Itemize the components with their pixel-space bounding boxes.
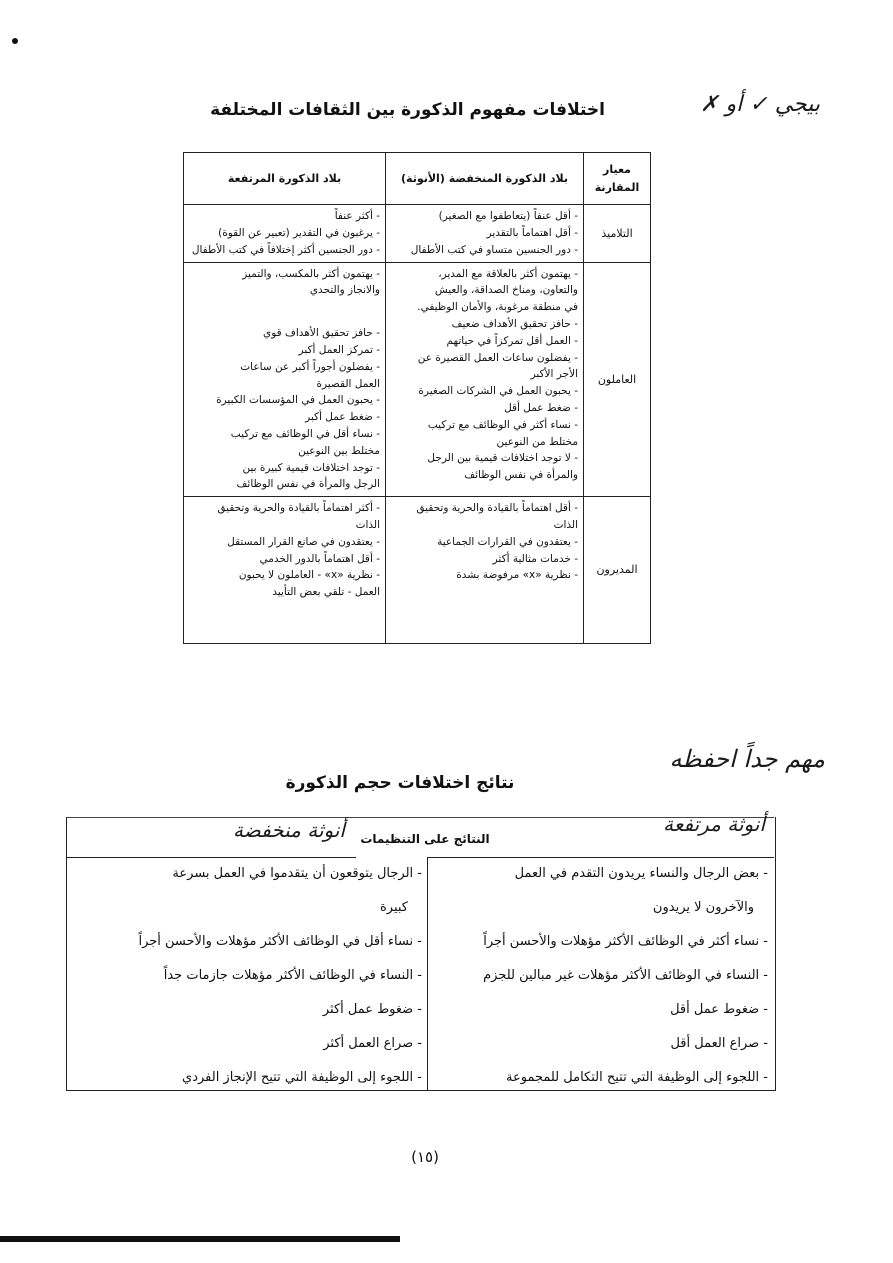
scan-speck <box>12 38 18 44</box>
cell-line: - أقل عنفاً (يتعاطفوا مع الصغير) <box>438 210 578 223</box>
cell-line: - أقل اهتماماً بالقيادة والحرية وتحقيق <box>416 502 578 515</box>
cell-line: - دور الجنسين أكثر إختلافاً في كتب الأطفال <box>191 243 380 256</box>
cell-line: في منطقة مرغوبة، والأمان الوظيفي. <box>417 301 578 314</box>
cell-line: - نظرية «x» - العاملون لا يحبون <box>238 569 380 582</box>
high-cell <box>184 497 386 644</box>
cell-line: - يعتقدون في صانع القرار المستقل <box>227 535 380 548</box>
table-header-row <box>184 153 651 205</box>
list-item: - بعض الرجال والنساء يريدون التقدم في العمل <box>514 866 768 881</box>
results-left-column <box>72 857 422 1095</box>
cell-line: - يفضلون أجوراً أكبر عن ساعات <box>240 360 380 373</box>
list-item: - النساء في الوظائف الأكثر مؤهلات جازمات جداً <box>163 968 422 983</box>
list-item: والآخرون لا يريدون <box>652 900 754 915</box>
cell-line: العمل القصيرة <box>316 377 380 390</box>
cell-line: مختلط بين النوعين <box>298 444 380 457</box>
header-low-masculinity: بلاد الذكورة المنخفضة (الأنوثة) <box>386 153 584 205</box>
list-item: - اللجوء إلى الوظيفة التي تتيح الإنجاز الفردي <box>182 1070 422 1085</box>
cell-line: - يهتمون أكثر بالمكسب، والتميز <box>242 267 380 280</box>
list-item: - نساء أكثر في الوظائف الأكثر مؤهلات والأحسن أجراً <box>483 934 768 949</box>
cell-line: - أقل اهتماماً بالدور الخدمي <box>259 552 380 565</box>
cell-line: - تمركز العمل أكبر <box>298 343 380 356</box>
cell-line: - ضغط عمل أكبر <box>305 411 380 424</box>
low-cell <box>386 497 584 644</box>
cell-line: - أقل اهتماماً بالتقدير <box>486 226 578 239</box>
cell-line: والتعاون، ومناخ الصداقة، والعيش <box>434 284 578 297</box>
cell-line: - خدمات مثالية أكثر <box>492 552 578 565</box>
low-cell <box>386 205 584 262</box>
cell-line: - ضغط عمل أقل <box>504 401 578 414</box>
list-item: - صراع العمل أقل <box>670 1036 768 1051</box>
cell-line: - العمل أقل تمركزاً في حياتهم <box>446 334 578 347</box>
cell-line: - يرغبون في التقدير (تعبير عن القوة) <box>218 226 380 239</box>
cell-line: - توجد اختلافات قيمية كبيرة بين <box>242 461 380 474</box>
section-title: نتائج اختلافات حجم الذكورة <box>285 773 515 793</box>
scan-edge-bar <box>0 1236 400 1242</box>
low-cell <box>386 262 584 497</box>
list-item: - الرجال يتوقعون أن يتقدموا في العمل بسرعة <box>172 866 422 881</box>
header-high-masculinity: بلاد الذكورة المرتفعة <box>184 153 386 205</box>
cell-line: الأجر الأكبر <box>530 368 578 381</box>
cell-line: - يعتقدون في القرارات الجماعية <box>437 535 578 548</box>
cell-line: الذات <box>355 518 380 531</box>
cell-line: العمل - تلقي بعض التأييد <box>272 586 380 599</box>
cell-line: والمرأة في نفس الوظائف <box>464 469 578 482</box>
list-item: - النساء في الوظائف الأكثر مؤهلات غير مبالين للجزم <box>483 968 768 983</box>
cell-line: الذات <box>553 518 578 531</box>
cell-line: - نظرية «x» مرفوضة بشدة <box>456 569 578 582</box>
table-row <box>184 205 651 262</box>
handwritten-high-femininity: أنوثة مرتفعة <box>663 812 765 836</box>
handwritten-low-femininity: أنوثة منخفضة <box>233 818 345 842</box>
high-cell <box>184 205 386 262</box>
results-subtitle: النتائج على التنظيمات <box>360 832 490 846</box>
table-row <box>184 262 651 497</box>
page-number: (١٥) <box>411 1148 439 1166</box>
comparison-table <box>183 152 651 644</box>
list-item: كبيرة <box>379 900 408 915</box>
cell-line: - يفضلون ساعات العمل القصيرة عن <box>417 351 578 364</box>
results-column-divider <box>427 857 428 1090</box>
cell-line: مختلط من النوعين <box>496 435 578 448</box>
cell-line: - يحبون العمل في المؤسسات الكبيرة <box>216 394 380 407</box>
cell-line: الرجل والمرأة في نفس الوظائف <box>236 478 380 491</box>
cell-line: - لا توجد اختلافات قيمية بين الرجل <box>427 452 578 465</box>
criterion-cell: المديرون <box>584 497 651 644</box>
header-criterion: معيار المقارنة <box>584 153 651 205</box>
criterion-cell: العاملون <box>584 262 651 497</box>
handwritten-note-important: مهم جداً احفظه <box>669 745 825 773</box>
cell-line: والانجاز والتحدي <box>309 284 380 297</box>
cell-gap <box>189 299 380 325</box>
table-row <box>184 497 651 644</box>
list-item: - نساء أقل في الوظائف الأكثر مؤهلات والأحسن أجراً <box>138 934 422 949</box>
cell-line: - أكثر اهتماماً بالقيادة والحرية وتحقيق <box>217 502 380 515</box>
handwritten-note-top: بيجي ✓ أو ✗ <box>700 92 820 117</box>
list-item: - ضغوط عمل أكثر <box>322 1002 422 1017</box>
cell-line: - نساء أقل في الوظائف مع تركيب <box>230 427 380 440</box>
cell-line: - أكثر عنفاً <box>334 210 380 223</box>
list-item: - اللجوء إلى الوظيفة التي تتيح التكامل للمجموعة <box>506 1070 768 1085</box>
cell-line: - يحبون العمل في الشركات الصغيرة <box>418 385 578 398</box>
list-item: - ضغوط عمل أقل <box>670 1002 768 1017</box>
cell-line: - نساء أكثر في الوظائف مع تركيب <box>427 418 578 431</box>
list-item: - صراع العمل أكثر <box>323 1036 422 1051</box>
page-title: اختلافات مفهوم الذكورة بين الثقافات المختلفة <box>210 100 605 120</box>
cell-line: - يهتمون أكثر بالعلاقة مع المدير، <box>438 267 578 280</box>
high-cell <box>184 262 386 497</box>
results-right-column <box>432 857 768 1095</box>
cell-line: - حافز تحقيق الأهداف ضعيف <box>451 317 578 330</box>
cell-line: - دور الجنسين متساو في كتب الأطفال <box>410 243 578 256</box>
criterion-cell: التلاميذ <box>584 205 651 262</box>
cell-line: - حافز تحقيق الأهداف قوي <box>263 327 380 340</box>
